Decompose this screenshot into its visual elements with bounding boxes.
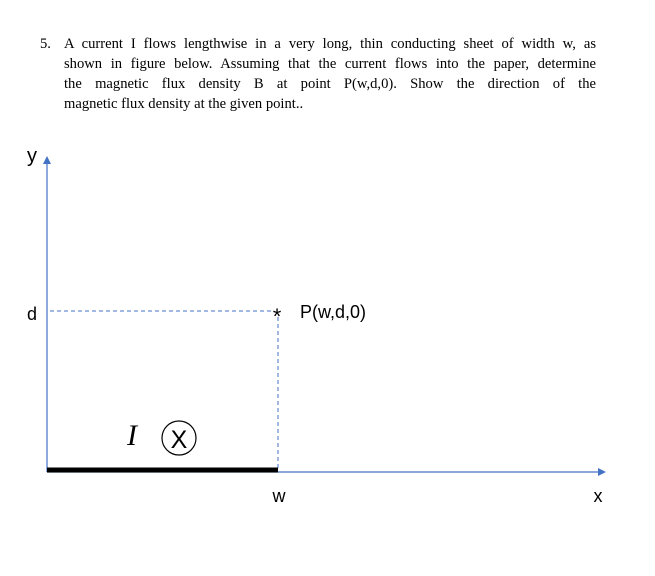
d-label: d bbox=[26, 304, 38, 324]
problem-line: magnetic flux density at the given point.. bbox=[64, 96, 304, 112]
problem-number: 5. bbox=[40, 36, 51, 52]
w-label: w bbox=[272, 486, 286, 506]
current-label: I bbox=[127, 419, 137, 452]
problem-line: shown in figure below. Assuming that the current flows into the paper, determine bbox=[64, 56, 596, 72]
x-axis-label: x bbox=[593, 486, 603, 506]
problem-line: A current I flows lengthwise in a very long, thin conducting sheet of width w, as bbox=[64, 36, 596, 52]
y-axis-label: y bbox=[27, 145, 37, 167]
point-marker: * bbox=[272, 304, 282, 329]
point-label: P(w,d,0) bbox=[300, 302, 367, 322]
current-direction-symbol: X bbox=[170, 426, 188, 454]
problem-line: the magnetic flux density B at point P(w,d,0). Show the direction of the bbox=[64, 76, 596, 92]
